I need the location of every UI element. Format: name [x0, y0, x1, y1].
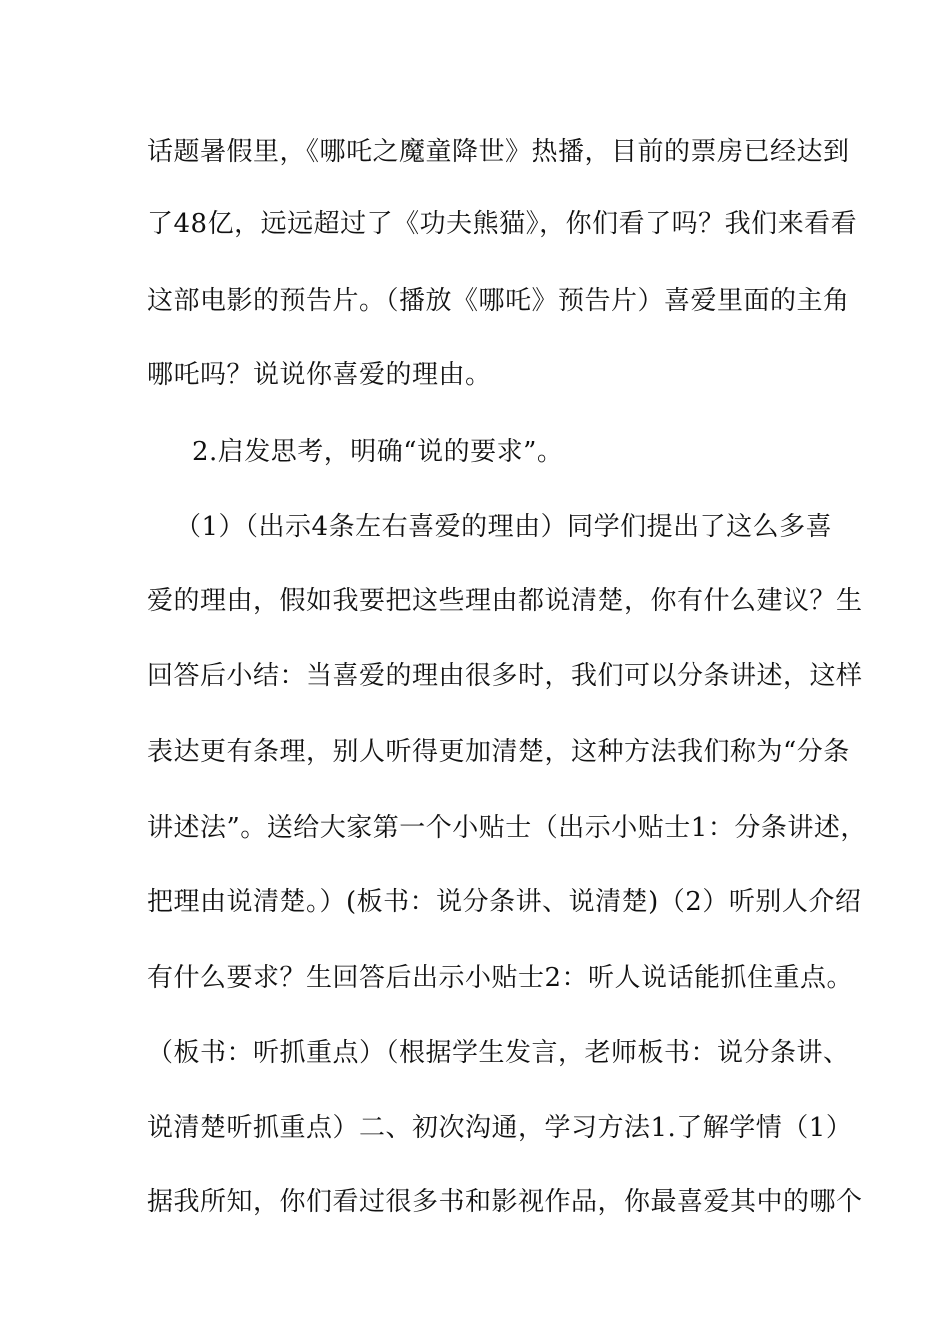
text-line: 表达更有条理，别人听得更加清楚，这种方法我们称为“分条 — [147, 737, 850, 767]
text-line: 话题暑假里，《哪吒之魔童降世》热播，目前的票房已经达到 — [147, 137, 850, 167]
text-line: 哪吒吗？说说你喜爱的理由。 — [147, 360, 492, 390]
text-line: 了48亿，远远超过了《功夫熊猫》，你们看了吗？我们来看看 — [147, 209, 858, 239]
text-line: 有什么要求？生回答后出示小贴士2：听人说话能抓住重点。 — [147, 963, 854, 993]
text-line: 据我所知，你们看过很多书和影视作品，你最喜爱其中的哪个 — [147, 1187, 863, 1217]
text-line: 把理由说清楚。）(板书：说分条讲、说清楚)（2）听别人介绍 — [147, 887, 862, 917]
section-heading: 2.启发思考，明确“说的要求”。 — [192, 437, 564, 467]
text-line: 回答后小结：当喜爱的理由很多时，我们可以分条讲述，这样 — [147, 661, 863, 691]
text-line: 说清楚听抓重点）二、初次沟通，学习方法1.了解学情（1） — [147, 1113, 853, 1143]
text-line: （1）（出示4条左右喜爱的理由）同学们提出了这么多喜 — [175, 512, 833, 542]
text-line: 讲述法”。送给大家第一个小贴士（出示小贴士1：分条讲述， — [147, 813, 867, 843]
text-line: 这部电影的预告片。（播放《哪吒》预告片）喜爱里面的主角 — [147, 286, 850, 316]
text-line: （板书：听抓重点）（根据学生发言，老师板书：说分条讲、 — [147, 1038, 850, 1068]
text-line: 爱的理由，假如我要把这些理由都说清楚，你有什么建议？生 — [147, 586, 863, 616]
